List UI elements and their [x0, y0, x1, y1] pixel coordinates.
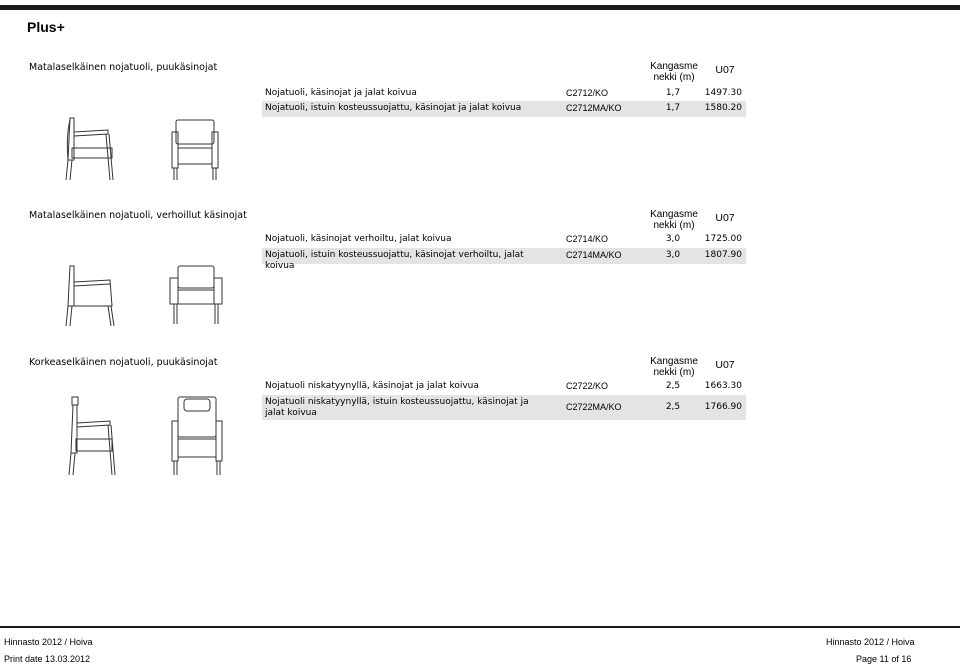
row-description: Nojatuoli, käsinojat ja jalat koivua: [265, 88, 417, 98]
row-code: C2722MA/KO: [566, 402, 622, 412]
row-price: 1580.20: [704, 103, 742, 113]
fabric-header-line1: Kangasme: [650, 209, 698, 220]
table-row: [262, 379, 746, 395]
fabric-header-line2: nekki (m): [653, 367, 695, 378]
row-description: Nojatuoli niskatyynyllä, käsinojat ja jalat koivua: [265, 381, 479, 391]
row-price: 1497.30: [704, 88, 742, 98]
fabric-header-line2: nekki (m): [653, 72, 695, 83]
row-code: C2714/KO: [566, 234, 609, 244]
row-code: C2714MA/KO: [566, 250, 622, 260]
fabric-header-line1: Kangasme: [650, 61, 698, 72]
fabric-header: [644, 356, 704, 378]
section-title: Korkeaselkäinen nojatuoli, puukäsinojat: [29, 357, 218, 368]
row-code: C2712/KO: [566, 88, 609, 98]
section-title: Matalaselkäinen nojatuoli, puukäsinojat: [29, 62, 218, 73]
table-row: [262, 248, 746, 271]
row-price: 1725.00: [704, 234, 742, 244]
table-row: [262, 86, 746, 102]
row-price: 1663.30: [704, 381, 742, 391]
footer-rule: [0, 626, 960, 628]
row-fabric: 3,0: [665, 234, 681, 244]
row-code: C2722/KO: [566, 381, 609, 391]
price-header: U07: [715, 359, 735, 371]
row-description: Nojatuoli, istuin kosteussuojattu, käsinojat ja jalat koivua: [265, 103, 522, 113]
chair-front-view-drawing: [168, 264, 224, 328]
brand-title: Plus+: [27, 19, 65, 35]
row-fabric: 1,7: [665, 88, 681, 98]
section-title: Matalaselkäinen nojatuoli, verhoillut käsinojat: [29, 210, 247, 221]
row-fabric: 2,5: [665, 381, 681, 391]
row-description: Nojatuoli, istuin kosteussuojattu, käsinojat verhoiltu, jalat koivua: [265, 250, 524, 271]
row-price: 1766.90: [704, 402, 742, 412]
price-header: U07: [715, 64, 735, 76]
fabric-header-line2: nekki (m): [653, 220, 695, 231]
table-row: [262, 232, 746, 248]
chair-side-view-drawing: [66, 395, 122, 477]
row-fabric: 3,0: [665, 250, 681, 260]
row-fabric: 2,5: [665, 402, 681, 412]
price-header: U07: [715, 212, 735, 224]
table-row: [262, 101, 746, 117]
row-price: 1807.90: [704, 250, 742, 260]
row-description: Nojatuoli, käsinojat verhoiltu, jalat koivua: [265, 234, 452, 244]
footer-left-top: Hinnasto 2012 / Hoiva: [4, 637, 93, 647]
table-row: [262, 395, 746, 420]
fabric-header-line1: Kangasme: [650, 356, 698, 367]
chair-front-view-drawing: [170, 118, 220, 182]
footer-print-date: Print date 13.03.2012: [4, 654, 91, 664]
footer-page-number: Page 11 of 16: [856, 654, 912, 664]
fabric-header: [644, 61, 704, 83]
chair-side-view-drawing: [62, 116, 122, 182]
top-rule: [0, 5, 960, 10]
fabric-header: [644, 209, 704, 231]
chair-side-view-drawing: [64, 264, 120, 330]
chair-front-view-drawing: [170, 395, 224, 477]
row-description: Nojatuoli niskatyynyllä, istuin kosteussuojattu, käsinojat ja jalat koivua: [265, 397, 529, 418]
row-code: C2712MA/KO: [566, 103, 622, 113]
footer-right-top: Hinnasto 2012 / Hoiva: [826, 637, 915, 647]
row-fabric: 1,7: [665, 103, 681, 113]
